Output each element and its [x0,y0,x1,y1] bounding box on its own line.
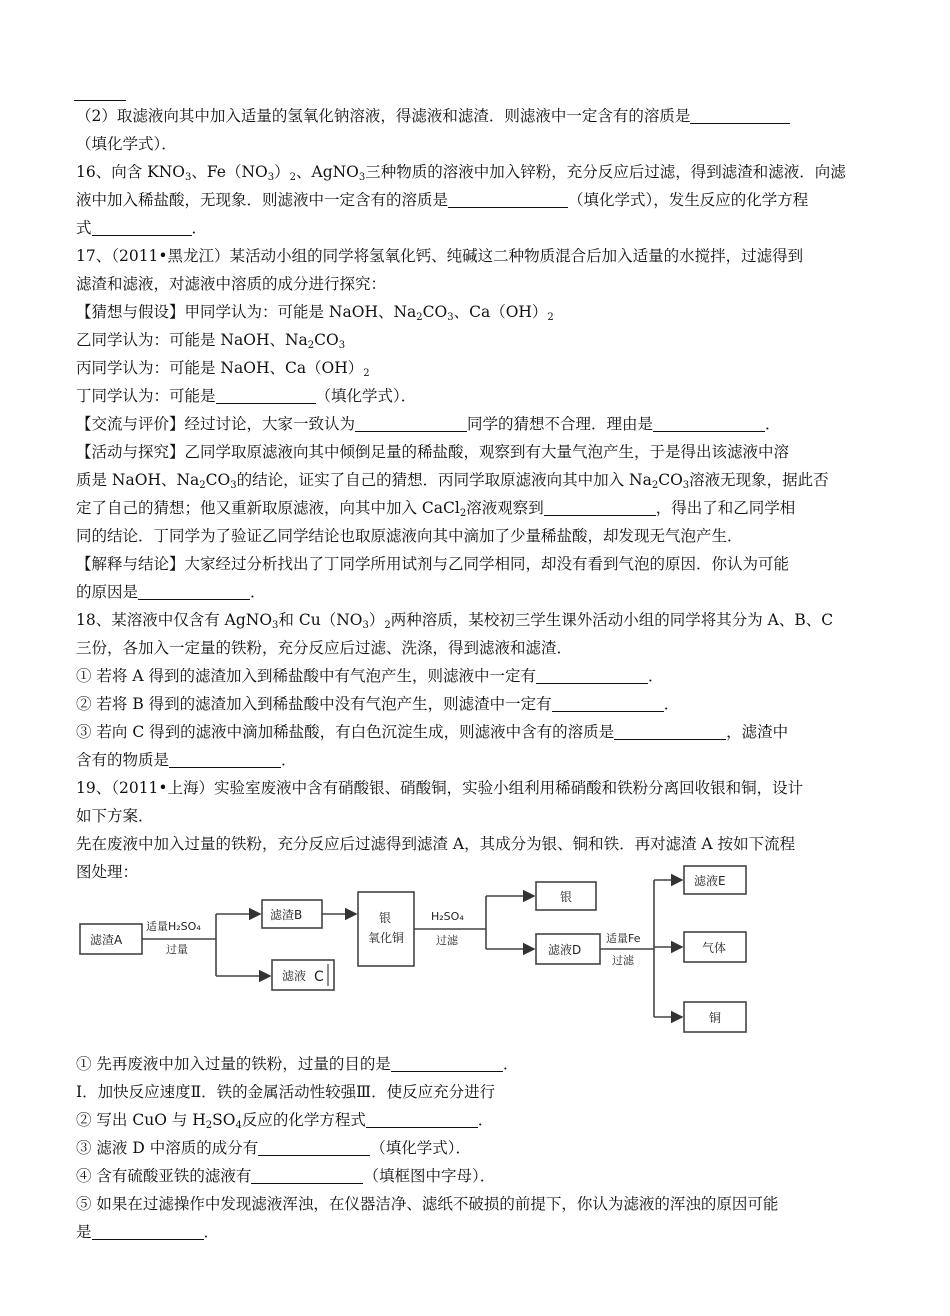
q18-c-solute-blank[interactable] [614,721,726,740]
q16-line3: 式 ． [76,219,208,237]
q15-answer-blank[interactable] [690,105,790,124]
q19-subquestions [76,1050,880,1246]
label-mid-silver: 银 [379,911,392,925]
q17-activity3: 定了自己的猜想；他又重新取原滤液，向其中加入 CaCl$_2$溶液观察到 ，得出了和乙同学相 [76,499,796,519]
q16-equation-blank[interactable] [92,217,192,236]
q17-line2: 滤渣和滤液，对滤液中溶质的成分进行探究： [76,275,387,293]
q19-turbidity-blank[interactable] [92,1221,204,1240]
label-filtrate-d: 滤液D [548,943,582,957]
q19-sub1-options: I．加快反应速度Ⅱ．铁的金属活动性较强Ⅲ．使反应充分进行 [76,1083,496,1101]
label-residue-a: 滤渣A [90,933,123,947]
label-arrow1-top: 适量H₂SO₄ [146,920,201,933]
q17-conclusion1: 【解释与结论】大家经过分析找出了丁同学所用试剂与乙同学相同，却没有看到气泡的原因．你认为可能 [76,555,790,573]
q17-cause-blank[interactable] [138,581,250,600]
q19-line4: 图处理： [76,863,139,881]
label-copper: 铜 [709,1011,722,1025]
label-arrow1-bot: 过量 [166,943,188,956]
q18-item4: 含有的物质是 ． [76,751,297,769]
q18-a-blank[interactable] [536,665,648,684]
label-filtrate-e: 滤液E [694,874,726,888]
q17-observe-blank[interactable] [544,497,656,516]
q17-ding-blank[interactable] [216,385,316,404]
q19-sub2: ② 写出 CuO 与 $H_2SO_4$反应的化学方程式 ． [76,1111,494,1131]
q19-line2: 如下方案． [76,807,154,825]
q16-line1: 16、向含 $KNO_3$、$Fe(NO_3)_2$、AgNO$_3$三种物质的溶液中加入锌粉，充分反应后过滤，得到滤渣和滤液．向滤 [76,163,846,183]
label-residue-b: 滤渣B [270,908,303,922]
q19-sub4: ④ 含有硫酸亚铁的滤液有 （填框图中字母）． [76,1167,496,1185]
label-filtrate-c-letter: C [314,969,324,985]
q19-sub3: ③ 滤液 D 中溶质的成分有 （填化学式）． [76,1139,471,1157]
q17-guess-ding: 丁同学认为：可能是 （填化学式）． [76,387,417,405]
q17-conclusion2: 的原因是 ． [76,583,266,601]
label-mid-copper-oxide: 氧化铜 [368,931,405,945]
q17-guess-jia: 【猜想与假设】甲同学认为：可能是 NaOH、$Na_2CO_3$、$Ca(OH)_2$ [76,303,554,323]
q19-d-solute-blank[interactable] [258,1137,370,1156]
label-gas: 气体 [702,941,727,955]
q17-reason-blank[interactable] [653,413,765,432]
q17-activity1: 【活动与探究】乙同学取原滤液向其中倾倒足量的稀盐酸，观察到有大量气泡产生，于是得出该滤液中溶 [76,443,790,461]
q17-guess-bing: 丙同学认为：可能是 NaOH、$Ca(OH)_2$ [76,359,370,379]
q18-b-blank[interactable] [552,693,664,712]
q15-part2-line: （2）取滤液向其中加入适量的氢氧化钠溶液，得滤液和滤渣．则滤液中一定含有的溶质是 [76,102,880,130]
label-arrow3-bot: 过滤 [612,954,634,967]
q17-activity2: 质是 NaOH、$Na_2CO_3$的结论，证实了自己的猜想．丙同学取原滤液向其中加入 $Na_2CO_3$溶液无现象，据此否 [76,471,829,491]
q19-sub5: ⑤ 如果在过滤操作中发现滤液浑浊，在仪器洁净、滤纸不破损的前提下，你认为滤液的浑浊的原因可能 [76,1195,779,1213]
q18-c-residue-blank[interactable] [169,749,281,768]
q19-sub1: ① 先再废液中加入过量的铁粉，过量的目的是 ． [76,1055,519,1073]
flowchart-diagram [76,852,776,1042]
box-silver-copper-oxide [358,892,414,966]
q19-purpose-blank[interactable] [391,1053,503,1072]
q19-sub5-line2: 是 ． [76,1223,220,1241]
q18-line2: 三份，各加入一定量的铁粉，充分反应后过滤、洗涤，得到滤液和滤渣． [76,639,573,657]
label-filtrate-c: 滤液 [282,969,307,983]
q18-item1: ① 若将 A 得到的滤渣加入到稀盐酸中有气泡产生，则滤液中一定有 ． [76,667,664,685]
q18-item2: ② 若将 B 得到的滤渣加入到稀盐酸中没有气泡产生，则滤渣中一定有 ． [76,695,680,713]
q18-line1: 18、某溶液中仅含有 AgNO$_3$和 $Cu(NO_3)_2$两种溶质，某校初三学生课外活动小组的同学将其分为 A、B、C [76,611,834,631]
q16-line2: 液中加入稀盐酸，无现象．则滤液中一定含有的溶质是 （填化学式），发生反应的化学方程 [76,191,809,209]
q19-line1: 19、（2011•上海）实验室废液中含有硝酸银、硝酸铜，实验小组利用稀硝酸和铁粉分离回收银和铜，设计 [76,779,804,797]
question-page [76,96,880,886]
label-silver: 银 [560,890,573,904]
label-arrow2-bot: 过滤 [436,934,458,947]
q15-part2-line2: （填化学式）． [76,135,177,153]
q16-solute-blank[interactable] [448,189,568,208]
q17-student-blank[interactable] [355,413,467,432]
q19-line3: 先在废液中加入过量的铁粉，充分反应后过滤得到滤渣 A，其成分为银、铜和铁．再对滤渣 A 按如下流程 [76,835,796,853]
q18-item3: ③ 若向 C 得到的滤液中滴加稀盐酸，有白色沉淀生成，则滤液中含有的溶质是 ，滤渣中 [76,723,789,741]
q17-discussion: 【交流与评价】经过讨论，大家一致认为 同学的猜想不合理．理由是 ． [76,415,781,433]
label-arrow2-top: H₂SO₄ [431,910,464,923]
q19-feso4-blank[interactable] [251,1165,363,1184]
q17-guess-yi: 乙同学认为：可能是 NaOH、$Na_2CO_3$ [76,331,346,351]
q17-activity4: 同的结论．丁同学为了验证乙同学结论也取原滤液向其中滴加了少量稀盐酸，却发现无气泡产生． [76,527,743,545]
q17-line1: 17、（2011•黑龙江）某活动小组的同学将氢氧化钙、纯碱这二种物质混合后加入适量的水搅拌，过滤得到 [76,247,804,265]
label-arrow3-top: 适量Fe [606,932,641,945]
q19-equation-blank[interactable] [366,1109,478,1128]
